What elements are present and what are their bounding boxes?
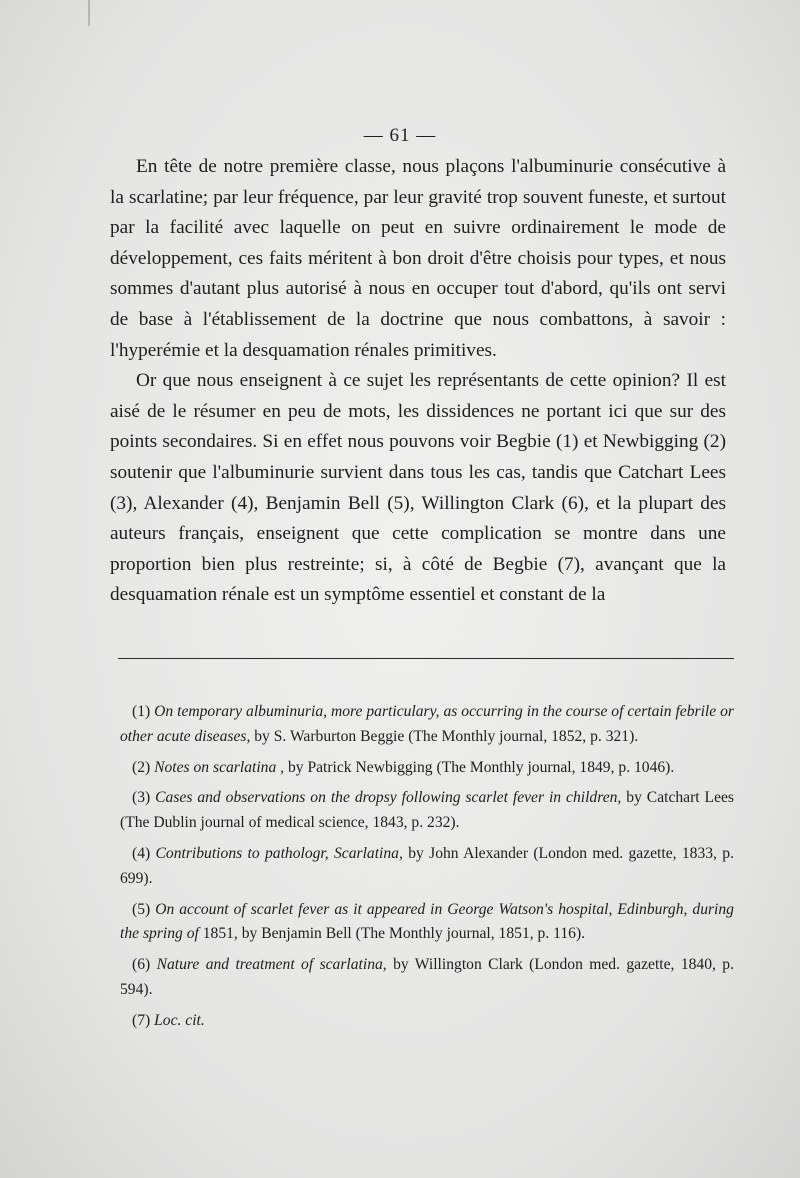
footnote xyxy=(120,842,734,892)
footnote-citation: by Patrick Newbigging (The Monthly journal, 1849, p. 1046). xyxy=(284,758,675,776)
footnote-mark: (5) xyxy=(132,900,151,918)
footnote-title: Nature and treatment of scarlatina, xyxy=(156,956,387,974)
footnote-title: Contributions to pathologr, Scarlatina, xyxy=(155,844,403,862)
footnote-separator xyxy=(118,658,734,659)
footnote-citation: by Catchart Lees (The Dublin journal of medical science, 1843, p. 232). xyxy=(120,789,734,832)
footnote-mark: (7) xyxy=(132,1011,151,1029)
footnote-citation: by S. Warburton Beggie (The Monthly journal, 1852, p. 321). xyxy=(250,727,639,745)
footnote-title: On account of scarlet fever as it appeared in George Watson's hospital, Edinburgh, during the spring of xyxy=(120,900,734,943)
footnote-citation: 1851, by Benjamin Bell (The Monthly journal, 1851, p. 116). xyxy=(198,925,586,943)
footnote xyxy=(120,953,734,1003)
paragraph: Or que nous enseignent à ce sujet les représentants de cette opinion? Il est aisé de le résumer en peu de mots, les dissidences ne portant ici que sur des points secondaires. Si en effet nous pouvons voir Begbie (1) et Newbigging (2) soutenir que l'albuminurie survient dans tous les cas, tandis que Catchart Lees (3), Alexander (4), Benjamin Bell (5), Willington Clark (6), et la plupart des auteurs français, enseignent que cette complication se montre dans une proportion bien plus restreinte; si, à côté de Begbie (7), avançant que la desquamation rénale est un symptôme essentiel et constant de la xyxy=(110,370,726,606)
footnote xyxy=(120,756,734,781)
paragraph: En tête de notre première classe, nous plaçons l'albuminurie consécutive à la scarlatine; par leur fréquence, par leur gravité trop souvent funeste, et surtout par la facilité avec laquelle on peut en suivre ordinairement le mode de développement, ces faits méritent à bon droit d'être choisis pour types, et nous sommes d'autant plus autorisé à nous en occuper tout d'abord, qu'ils ont servi de base à l'établissement de la doctrine que nous combattons, à savoir : l'hyperémie et la desquamation rénales primitives. xyxy=(110,156,726,361)
footnote-mark: (4) xyxy=(132,844,151,862)
footnote xyxy=(120,898,734,948)
footnote-citation: by Willington Clark (London med. gazette, 1840, p. 594). xyxy=(120,956,734,998)
scan-edge-mark xyxy=(88,0,90,26)
footnote-title: Notes on scarlatina , xyxy=(154,758,285,776)
page-number: — 61 — xyxy=(363,125,437,146)
footnote-mark: (3) xyxy=(132,789,151,807)
footnotes xyxy=(120,700,734,1040)
footnote-mark: (6) xyxy=(132,956,151,974)
footnote xyxy=(120,1009,734,1034)
footnote xyxy=(120,700,734,750)
footnote xyxy=(120,786,734,836)
footnote-mark: (2) xyxy=(132,758,151,776)
footnote-title: Loc. cit. xyxy=(154,1011,205,1029)
footnote-title: Cases and observations on the dropsy following scarlet fever in children, xyxy=(155,789,622,807)
footnote-mark: (1) xyxy=(132,703,151,720)
footnote-title: On temporary albuminuria, more particulary, as occurring in the course of certain febrile or other acute diseases, xyxy=(120,703,734,745)
footnote-citation: by John Alexander (London med. gazette, 1833, p. 699). xyxy=(120,844,734,887)
body-text xyxy=(110,152,726,611)
